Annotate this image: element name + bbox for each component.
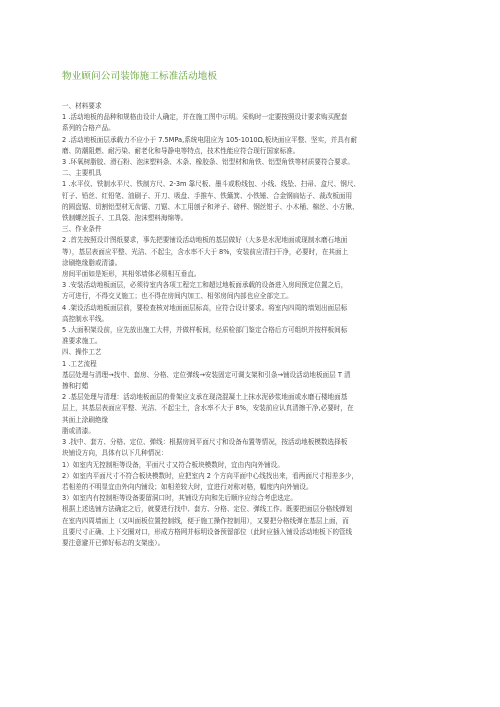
text-line: 高控制水平线。 <box>62 314 109 323</box>
text-line: 且要尺寸正确、上下交圈对口，形成方格网并标明设备预留部位（此时应插入铺设活动地板下的管线 <box>62 527 353 536</box>
text-line: 铁制螺丝扳子、工具袋、泡沫塑料海绵等。 <box>62 214 188 223</box>
text-line: 1）如室内无控制柜等设备，平面尺寸又符合板块模数时，宜由内向外铺设。 <box>62 460 284 469</box>
text-line: 1 .水平仪、铁制水平尺、铁制方尺、2-3m 靠尺板、墨斗或粉线包、小线、线坠、扫帚、盒尺、钢尺、 <box>62 180 361 189</box>
text-line: 三、作业条件 <box>62 225 102 234</box>
text-line: 2 .活动地板面层承载力不应小于 7.5MPa,系统电阻应为 105-1010Ω,板块面应平整、坚实，并具有耐 <box>62 135 358 144</box>
text-line: 系列的合格产品。 <box>62 124 115 133</box>
text-line: 等），基层表面应平整、光洁、不起尘，含水率不大于 8%，安装前应清扫干净，必要时，在其面上 <box>62 247 349 256</box>
text-line: 涂刷绝缘脂或清漆。 <box>62 258 122 267</box>
text-line: 3 .找中、套方、分格、定位、弹线：根据房间平面尺寸和设备布置等情况，按活动地板模数选择板 <box>62 438 348 447</box>
text-line: 一、材料要求 <box>62 102 102 110</box>
text-line: 磨、防潮阻燃、耐污染、耐老化和导静电等特点，技术性能应符合现行国家标准。 <box>62 146 300 155</box>
text-line: 二、主要机具 <box>62 169 102 178</box>
text-line: 基层处理与清理→找中、套房、分格、定位弹线→安装固定可调支架和引条→铺设活动地板面层 T 清 <box>62 370 351 379</box>
text-line: 钉子、铅丝、红铅笔、油刷子、开刀、吸盘、手推车、铁簸箕、小铁锤、合金钢扁钻子、裁改板面用 <box>62 191 353 200</box>
text-line: 3 .环氧树脂胶、滑石粉、泡沫塑料条、木条、橡胶条、铝型材和角铁、铝型角铁等材质要符合要求。 <box>62 158 354 167</box>
text-line: 四、操作工艺 <box>62 348 102 357</box>
text-line: 的圆盘锯、切割铝型材无齿锯、刀锯、木工用刨子和斧子、磅秤、钢丝钳子、小木桶、棉丝、小方锹、 <box>62 202 359 211</box>
text-line: 1 .工艺流程 <box>62 359 97 368</box>
text-line: 3 .安装活动地板面层，必须待室内各项工程完工和超过地板面承载的设备进入房间预定位置之后， <box>62 281 348 290</box>
text-line: 要注意避开已弹好标志的支架座）。 <box>62 538 165 547</box>
document-title: 物业顾问公司装饰施工标准活动地板 <box>62 71 218 82</box>
document-body <box>62 101 444 549</box>
text-line: 根据上述选铺方法确定之后，就要进行找中、套方、分格、定位、弹线工作。既要把面层分格线弹划 <box>62 505 353 514</box>
text-line: 方可进行，不得交叉施工；也不得在房间内加工、相邻房间内部也应全部完工。 <box>62 292 293 301</box>
text-line: 其面上涂刷绝缘 <box>62 415 109 424</box>
text-line: 4 .架设活动地板面层前，要检查核对地面面层标高，应符合设计要求。将室内四周的墙划出面层标 <box>62 303 348 312</box>
text-line: 准要求施工。 <box>62 337 102 346</box>
text-line: 5 .大面积架设前，应先放出施工大样，并做样板间，经质检部门鉴定合格后方可组织并按样板间标 <box>62 326 348 335</box>
text-line: 3）如室内有控制柜等设备要留洞口时，其铺设方向和先后顺序应综合考虑选定。 <box>62 494 297 503</box>
text-line: 2 .首先按照设计图纸要求，事先把要铺设活动地板的基层做好（大多是水泥地面或现制水磨石地面 <box>62 236 348 245</box>
text-line: 擦和打蜡 <box>62 382 89 391</box>
text-line: 2 .基层处理与清理：活动地板面层的骨架应支承在现浇混凝土上抹水泥砂浆地面或水磨石楼地面基 <box>62 393 348 402</box>
text-line: 2）如室内平面尺寸不符合板块模数时，应把室内 2 个方向平面中心线找出来，看两面尺寸相差多少， <box>62 471 359 480</box>
text-line: 1 .活动地板的品种和规格由设计人确定，并在施工图中示明。采购时一定要按照设计要求购买配套 <box>62 113 348 122</box>
text-line: 在室内四周墙面上（又叫面板位置控制线，便于施工操作控制用），又要把分格线弹在基层上面，而 <box>62 516 349 525</box>
text-line: 块铺设方向，具体有以下几种情况： <box>62 449 168 458</box>
text-line: 层上，其基层表面应平整、光洁、不起尘土，含水率不大于 8%，安装前应认真清擦干净,必要时，在 <box>62 404 354 413</box>
text-line: 房间平面如是矩形，其相邻墙体必须相互垂直。 <box>62 270 201 279</box>
text-line: 脂或清漆。 <box>62 426 95 435</box>
text-line: 若相差的不明显宜由外向内铺设；如相差较大时，宜进行对称对格，幅度内向外铺设。 <box>62 482 313 491</box>
